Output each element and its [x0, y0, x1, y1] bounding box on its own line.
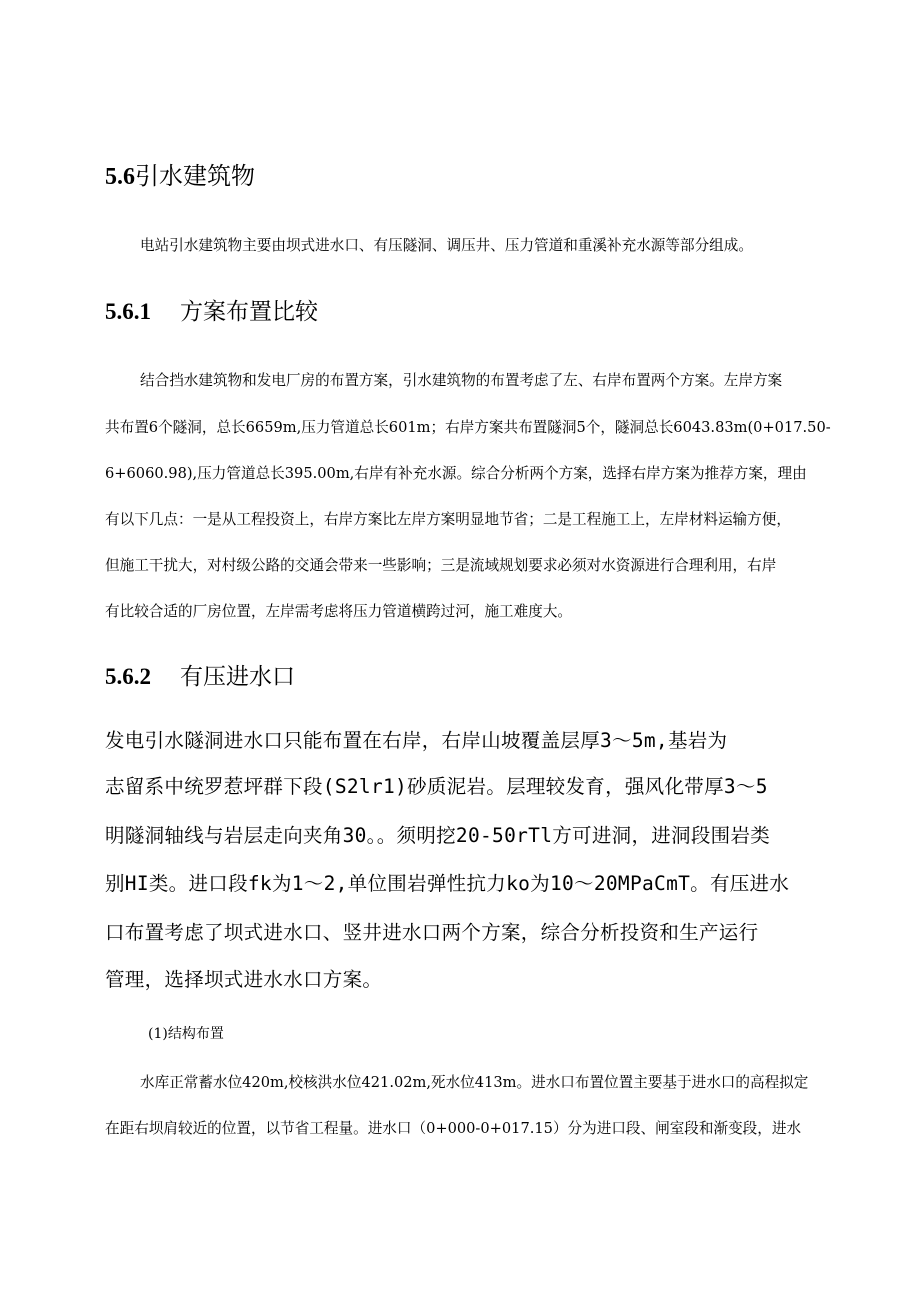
subsection-number: 5.6.1 [105, 299, 151, 324]
section-heading [105, 159, 255, 194]
section-title: 引水建筑物 [135, 162, 255, 190]
paragraph-line: 在距右坝肩较近的位置，以节省工程量。进水口（0+000-0+017.15）分为进口段、闸室段和渐变段，进水 [105, 1120, 802, 1137]
subsection-heading-562 [105, 661, 295, 693]
paragraph-line: 共布置6个隧洞，总长6659m,压力管道总长601m；右岸方案共布置隧洞5个，隧洞总长6043.83m(0+017.50- [105, 419, 831, 436]
subsection-number: 5.6.2 [105, 664, 151, 689]
paragraph-line: 但施工干扰大，对村级公路的交通会带来一些影响；三是流域规划要求必须对水资源进行合理利用，右岸 [105, 557, 777, 574]
structure-heading: (1)结构布置 [148, 1026, 224, 1042]
paragraph-line: 有以下几点：一是从工程投资上，右岸方案比左岸方案明显地节省；二是工程施工上，左岸材料运输方便， [105, 511, 791, 528]
paragraph-line: 水库正常蓄水位420m,校核洪水位421.02m,死水位413m。进水口布置位置主要基于进水口的高程拟定 [140, 1074, 809, 1091]
paragraph-line: 管理，选择坝式进水水口方案。 [105, 968, 383, 991]
section-intro: 电站引水建筑物主要由坝式进水口、有压隧洞、调压井、压力管道和重溪补充水源等部分组成。 [140, 237, 753, 254]
paragraph-line: 明隧洞轴线与岩层走向夹角30。。须明挖20-50rTl方可进洞，进洞段围岩类 [105, 824, 771, 847]
paragraph-line: 6+6060.98),压力管道总长395.00m,右岸有补充水源。综合分析两个方案，选择右岸方案为推荐方案，理由 [105, 465, 807, 482]
subsection-title: 方案布置比较 [180, 299, 318, 325]
paragraph-line: 志留系中统罗惹坪群下段(S2lr1)砂质泥岩。层理较发育，强风化带厚3～5 [105, 775, 768, 798]
paragraph-line: 别HI类。进口段fk为1～2,单位围岩弹性抗力ko为10～20MPaCmT。有压进水 [105, 872, 790, 895]
subsection-heading-561 [105, 296, 318, 328]
paragraph-line: 发电引水隧洞进水口只能布置在右岸，右岸山坡覆盖层厚3～5m,基岩为 [105, 729, 728, 752]
section-number: 5.6 [105, 164, 135, 190]
paragraph-line: 有比较合适的厂房位置，左岸需考虑将压力管道横跨过河，施工难度大。 [105, 603, 573, 620]
paragraph-line: 口布置考虑了坝式进水口、竖井进水口两个方案，综合分析投资和生产运行 [105, 921, 759, 944]
paragraph-line: 结合挡水建筑物和发电厂房的布置方案，引水建筑物的布置考虑了左、右岸布置两个方案。左岸方案 [140, 372, 783, 389]
subsection-title: 有压进水口 [180, 664, 295, 690]
